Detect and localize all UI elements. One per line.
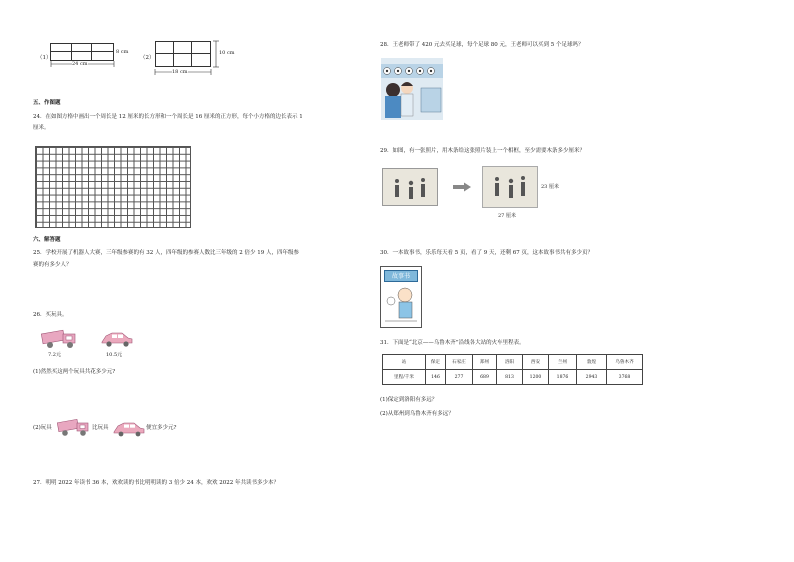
table-cell: 689 xyxy=(473,370,497,385)
question-28: 28．王老师带了 420 元去买足球，每个足球 80 元，王老师可以买到 5 个足球吗？ xyxy=(380,42,584,48)
table-header-cell: 兰州 xyxy=(549,355,577,370)
table-cell: 277 xyxy=(446,370,473,385)
table-cell: 813 xyxy=(497,370,523,385)
photo-framed xyxy=(482,166,538,208)
table-header-cell: 站 xyxy=(383,355,426,370)
section-5-heading: 五、作图题 xyxy=(33,100,61,106)
figure2-label: （2） xyxy=(140,55,155,61)
train-mileage-table xyxy=(382,354,643,385)
photo-height-label: 23 厘米 xyxy=(541,184,559,190)
question-31: 31．下面是“北京——乌鲁木齐”沿线各大站的火车里程表。 xyxy=(380,340,525,346)
toy-car-icon xyxy=(100,330,134,348)
inline-truck-icon xyxy=(56,416,92,438)
figure1-label: （1） xyxy=(37,55,52,61)
inline-car-icon xyxy=(112,421,146,437)
table-cell: 1200 xyxy=(523,370,549,385)
table-cell: 3768 xyxy=(607,370,643,385)
photo-width-label: 27 厘米 xyxy=(498,213,516,219)
question-24-line2: 厘米。 xyxy=(33,125,50,131)
question-26-part2-a: (2)玩具 xyxy=(33,425,52,431)
figure1-height-label: 8 cm xyxy=(116,49,129,55)
question-30: 30．一本故事书，乐乐每天看 5 页，看了 9 天，还剩 67 页，这本故事书共有多少页？ xyxy=(380,250,593,256)
question-26-title: 26．买玩具。 xyxy=(33,312,68,318)
drawing-grid[interactable] xyxy=(35,146,191,228)
figure1-rectangle xyxy=(50,43,114,61)
section-6-heading: 六、解答题 xyxy=(33,237,61,243)
figure2-height-label: 10 cm xyxy=(219,50,235,56)
truck-price: 7.2元 xyxy=(48,352,61,358)
table-header-cell: 乌鲁木齐 xyxy=(607,355,643,370)
figure2-width-label: 18 cm xyxy=(172,69,188,75)
toy-truck-icon xyxy=(40,326,80,350)
child-reading-icon xyxy=(381,283,421,329)
question-26-part2-c: 便宜多少元? xyxy=(146,425,177,431)
question-26-part1: (1)然然买这两个玩具共花多少元? xyxy=(33,369,116,375)
story-book-illustration xyxy=(380,266,422,328)
table-header-cell: 敦煌 xyxy=(577,355,607,370)
table-header-cell: 洛阳 xyxy=(497,355,523,370)
soccer-shop-illustration xyxy=(381,58,443,120)
figure1-width-label: 24 cm xyxy=(72,61,88,67)
book-title: 故事书 xyxy=(384,270,418,282)
question-25-line2: 赛的有多少人？ xyxy=(33,262,72,268)
question-26-part2-b: 比玩具 xyxy=(92,425,109,431)
car-price: 10.5元 xyxy=(106,352,123,358)
table-cell: 里程/千米 xyxy=(383,370,426,385)
table-header-row xyxy=(383,355,643,370)
table-header-cell: 西安 xyxy=(523,355,549,370)
table-cell: 146 xyxy=(426,370,446,385)
table-row xyxy=(383,370,643,385)
table-header-cell: 保定 xyxy=(426,355,446,370)
table-cell: 1876 xyxy=(549,370,577,385)
photo-original xyxy=(382,168,438,206)
table-header-cell: 石家庄 xyxy=(446,355,473,370)
question-31-part1: (1)保定到洛阳有多远？ xyxy=(380,397,438,403)
table-header-cell: 郑州 xyxy=(473,355,497,370)
question-29: 29．如图，有一张照片，用木条给这张照片装上一个相框，至少需要木条多少厘米？ xyxy=(380,148,586,154)
question-24-line1: 24．在如图方格中画出一个周长是 12 厘米的长方形和一个周长是 16 厘米的正方形，每个小方格的边长表示 1 xyxy=(33,114,303,120)
question-31-part2: (2)从郑州到乌鲁木齐有多远？ xyxy=(380,411,454,417)
table-cell: 2943 xyxy=(577,370,607,385)
question-25-line1: 25．学校开展了机器人大赛，三年级参赛的有 32 人，四年级的参赛人数比三年级的 2 倍少 19 人，四年级参 xyxy=(33,250,299,256)
figure2-rectangle xyxy=(155,41,211,67)
arrow-right-icon xyxy=(452,182,472,192)
question-27: 27．明明 2022 年读书 36 本，欢欢读的书比明明读的 3 倍少 24 本，欢欢 2022 年共读书多少本？ xyxy=(33,480,279,486)
